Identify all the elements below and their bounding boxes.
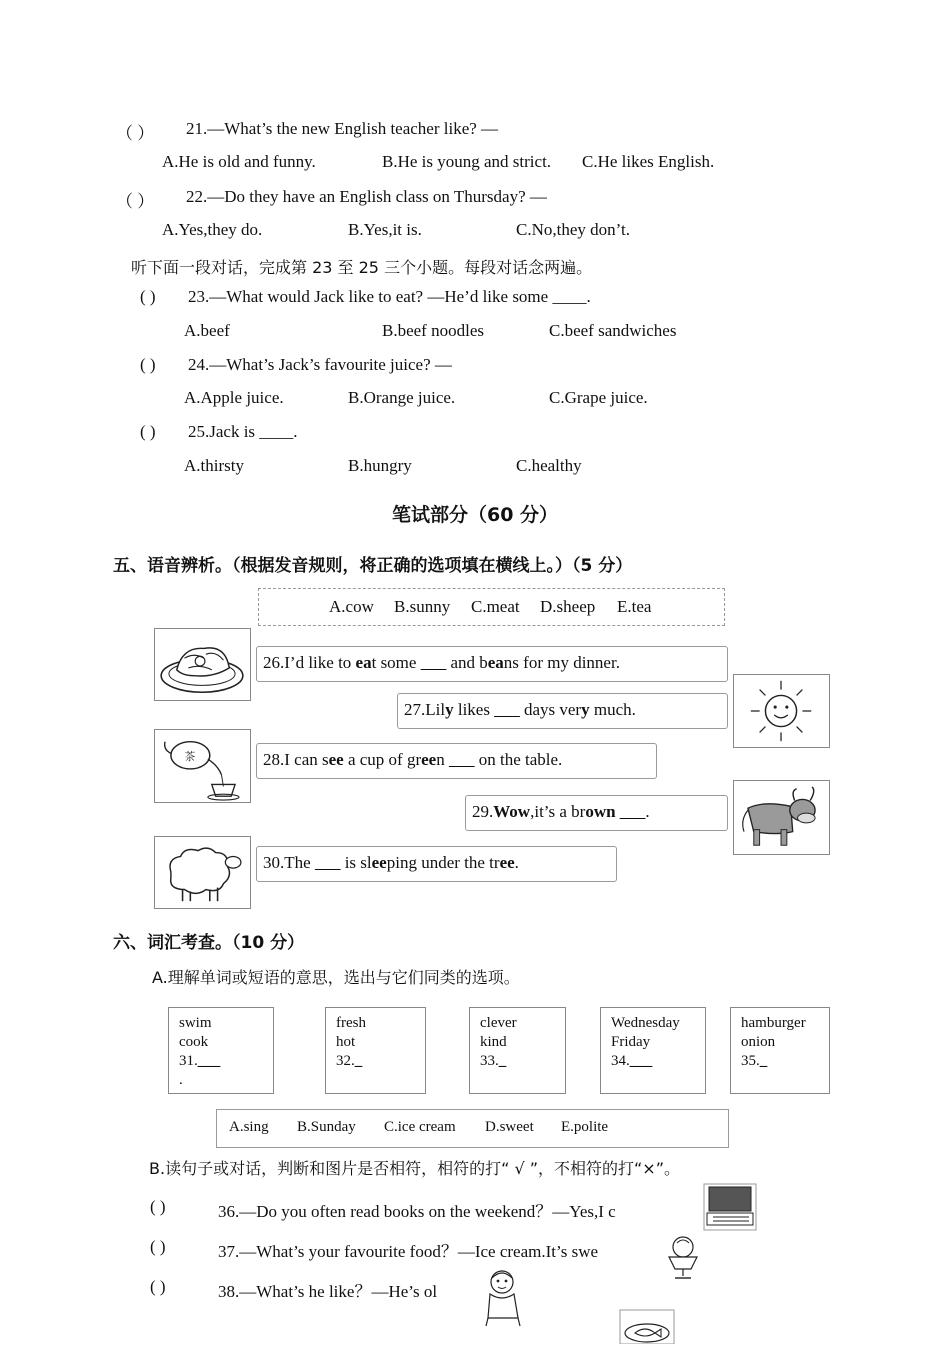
meat-plate-icon: [155, 629, 250, 700]
q23-option-c: C.beef sandwiches: [549, 321, 677, 340]
fish-dish-icon: [619, 1309, 675, 1344]
group-word: fresh: [336, 1015, 366, 1031]
vocab-option-a: A.sing: [229, 1119, 269, 1135]
group-word: cook: [179, 1034, 209, 1050]
q26-blank[interactable]: ___: [420, 653, 447, 672]
group-answer[interactable]: [611, 1052, 695, 1071]
q27-text: much.: [589, 700, 636, 719]
section-6-title: 六、词汇考查。（10 分）: [113, 933, 305, 953]
answer-paren-23[interactable]: ( ): [140, 287, 156, 306]
q26-text: 26.I’d like to: [263, 653, 356, 672]
group-answer[interactable]: [336, 1052, 415, 1071]
word-group-35: [730, 1007, 830, 1094]
q22-option-b: B.Yes,it is.: [348, 220, 422, 239]
phonics-choice-c: C.meat: [471, 597, 520, 616]
q25-option-a: A.thirsty: [184, 456, 244, 475]
group-word: kind: [480, 1034, 507, 1050]
q24-option-b: B.Orange juice.: [348, 388, 456, 407]
question-37: 37.—What’s your favourite food？—Ice cream.It’s swe: [218, 1242, 599, 1261]
group-answer[interactable]: [179, 1052, 263, 1071]
word-group-34: [600, 1007, 706, 1094]
group-word: hot: [336, 1034, 356, 1050]
group-number: 35.: [741, 1053, 760, 1069]
q23-option-b: B.beef noodles: [382, 321, 484, 340]
q28-text: a cup of gr: [343, 750, 422, 769]
group-blank[interactable]: _: [498, 1053, 507, 1069]
phonics-choice-d: D.sheep: [540, 597, 596, 616]
ice-cream-picture: [665, 1233, 701, 1281]
q27-bold: y: [445, 700, 454, 719]
q27-blank[interactable]: ___: [494, 700, 520, 719]
question-22-stem: 22.—Do they have an English class on Thursday? —: [186, 187, 547, 206]
vocab-options-box: [216, 1109, 729, 1148]
question-30: [256, 846, 617, 882]
q28-text: n: [436, 750, 449, 769]
q27-text: da: [519, 700, 540, 719]
group-word: Friday: [611, 1034, 651, 1050]
vocab-option-c: C.ice cream: [384, 1119, 456, 1135]
q27-text: ys: [540, 700, 556, 719]
group-blank[interactable]: _: [759, 1053, 768, 1069]
part-b-instruction: B.读句子或对话，判断和图片是否相符，相符的打“ √ ”，不相符的打“×”。: [149, 1159, 680, 1178]
q27-text: ver: [555, 700, 582, 719]
q30-text: .: [514, 853, 519, 872]
old-man-picture: [478, 1266, 528, 1328]
q30-bold: ee: [499, 853, 515, 872]
q30-blank[interactable]: ___: [314, 853, 341, 872]
tv-icon: [703, 1183, 757, 1231]
phonics-choice-a: A.cow: [329, 597, 374, 616]
phonics-choice-e: E.tea: [617, 597, 652, 616]
q29-text: .: [645, 802, 650, 821]
q26-bold: ea: [355, 653, 372, 672]
question-26: [256, 646, 728, 682]
group-word: Wednesday: [611, 1015, 680, 1031]
group-tail: .: [179, 1072, 183, 1088]
q24-option-a: A.Apple juice.: [184, 388, 284, 407]
fish-plate-picture: [619, 1309, 675, 1344]
q27-text: likes: [453, 700, 495, 719]
word-group-32: [325, 1007, 426, 1094]
q24-option-c: C.Grape juice.: [549, 388, 648, 407]
q23-option-a: A.beef: [184, 321, 230, 340]
written-part-title: 笔试部分（60 分）: [391, 504, 559, 526]
q29-text: ,it’s a br: [530, 802, 586, 821]
q25-option-c: C.healthy: [516, 456, 582, 475]
sheep-icon: [155, 837, 250, 908]
q28-bold: ee: [328, 750, 344, 769]
listening-instruction: 听下面一段对话，完成第 23 至 25 三个小题。每段对话念两遍。: [131, 258, 593, 277]
q22-option-c: C.No,they don’t.: [516, 220, 630, 239]
teapot-icon: [155, 730, 250, 802]
part-a-instruction: A.理解单词或短语的意思，选出与它们同类的选项。: [152, 968, 520, 987]
food-plate-picture: [154, 628, 251, 701]
group-number: 31.: [179, 1053, 198, 1069]
old-man-icon: [478, 1266, 528, 1328]
question-36: 36.—Do you often read books on the weekend？—Yes,I c: [218, 1202, 616, 1221]
q21-option-a: A.He is old and funny.: [162, 152, 316, 171]
word-group-33: [469, 1007, 566, 1094]
q29-text: 29.: [472, 802, 494, 821]
group-word: onion: [741, 1034, 776, 1050]
q26-text: t some: [371, 653, 421, 672]
group-word: swim: [179, 1015, 212, 1031]
question-38: 38.—What’s he like？—He’s ol: [218, 1282, 438, 1301]
q29-blank[interactable]: ___: [619, 802, 646, 821]
q28-text: on the table.: [474, 750, 563, 769]
q28-bold: ee: [421, 750, 437, 769]
question-27: [397, 693, 728, 729]
group-number: 34.: [611, 1053, 630, 1069]
question-23-stem: 23.—What would Jack like to eat? —He’d like some ____.: [188, 287, 591, 306]
answer-paren-24[interactable]: ( ): [140, 355, 156, 374]
answer-paren-22[interactable]: （ ）: [116, 192, 155, 211]
answer-paren-38[interactable]: ( ): [150, 1277, 166, 1296]
group-answer[interactable]: [741, 1052, 819, 1071]
q26-text: ns for my dinner.: [503, 653, 620, 672]
question-21-stem: 21.—What’s the new English teacher like? —: [186, 119, 499, 138]
vocab-option-b: B.Sunday: [297, 1119, 356, 1135]
tea-picture: [154, 729, 251, 803]
q30-text: is sl: [340, 853, 372, 872]
sun-icon: [734, 675, 829, 747]
answer-paren-37[interactable]: ( ): [150, 1237, 166, 1256]
answer-paren-36[interactable]: ( ): [150, 1197, 166, 1216]
q30-bold: ee: [371, 853, 387, 872]
q30-text: 30.The: [263, 853, 315, 872]
q28-text: 28.I can s: [263, 750, 329, 769]
group-blank[interactable]: ___: [197, 1053, 221, 1069]
phonics-choice-b: B.sunny: [394, 597, 451, 616]
group-blank[interactable]: ___: [629, 1053, 653, 1069]
q21-option-b: B.He is young and strict.: [382, 152, 552, 171]
q22-option-a: A.Yes,they do.: [162, 220, 263, 239]
question-24-stem: 24.—What’s Jack’s favourite juice? —: [188, 355, 452, 374]
cow-picture: [733, 780, 830, 855]
svg-text:茶: 茶: [184, 750, 196, 764]
q30-text: ping under the tr: [386, 853, 500, 872]
vocab-option-e: E.polite: [561, 1119, 609, 1135]
group-word: hamburger: [741, 1015, 806, 1031]
answer-paren-21[interactable]: （ ）: [116, 124, 155, 143]
question-29: [465, 795, 728, 831]
sheep-picture: [154, 836, 251, 909]
cow-icon: [734, 781, 829, 854]
q25-option-b: B.hungry: [348, 456, 412, 475]
q28-blank[interactable]: ___: [448, 750, 475, 769]
phonics-choices-box: [258, 588, 725, 626]
tv-picture: [703, 1183, 757, 1231]
group-blank[interactable]: _: [354, 1053, 363, 1069]
q21-option-c: C.He likes English.: [582, 152, 715, 171]
question-28: [256, 743, 657, 779]
section-5-title: 五、语音辨析。（根据发音规则，将正确的选项填在横线上。）（5 分）: [113, 556, 633, 576]
q27-text: 27.Lil: [404, 700, 446, 719]
sun-picture: [733, 674, 830, 748]
answer-paren-25[interactable]: ( ): [140, 422, 156, 441]
q27-bold: y: [581, 700, 590, 719]
word-group-31: [168, 1007, 274, 1094]
vocab-option-d: D.sweet: [485, 1119, 534, 1135]
question-25-stem: 25.Jack is ____.: [188, 422, 298, 441]
q26-bold: ea: [487, 653, 504, 672]
q26-text: and b: [446, 653, 488, 672]
ice-cream-sundae-icon: [665, 1233, 701, 1281]
group-number: 33.: [480, 1053, 499, 1069]
group-word: clever: [480, 1015, 517, 1031]
q29-bold: own: [585, 802, 616, 821]
group-answer[interactable]: [480, 1052, 555, 1071]
q29-bold: Wow: [493, 802, 531, 821]
group-number: 32.: [336, 1053, 355, 1069]
